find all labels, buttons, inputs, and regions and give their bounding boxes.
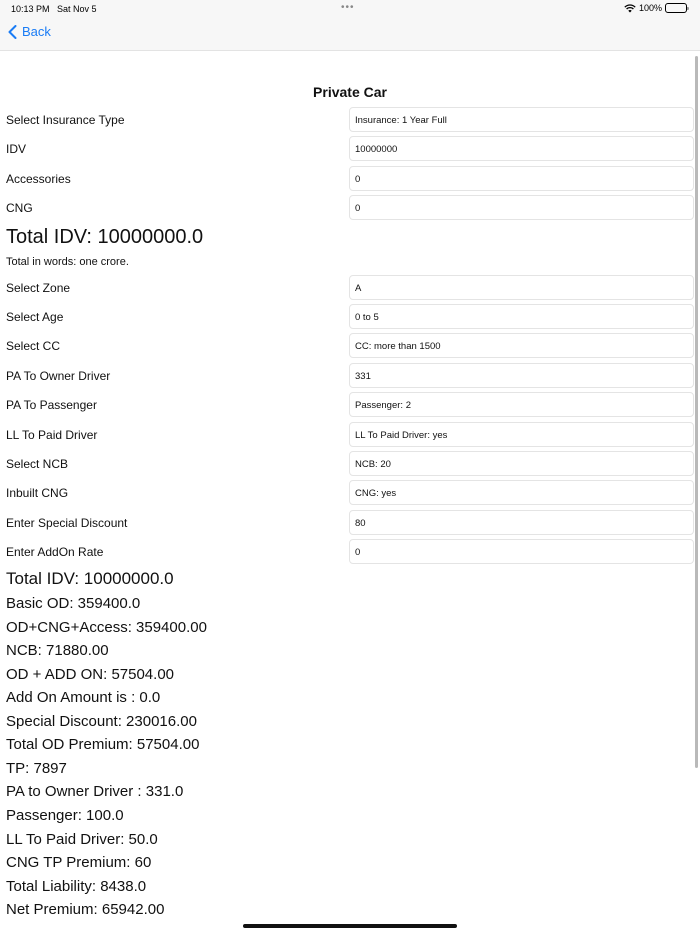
form-row-inbuilt-cng (0, 480, 700, 505)
result-cng-tp-premium: CNG TP Premium: 60 (6, 854, 152, 871)
navigation-bar (0, 18, 700, 51)
result-passenger: Passenger: 100.0 (6, 807, 124, 824)
accessories-input[interactable]: 0 (349, 166, 694, 191)
pa-passenger-select[interactable]: Passenger: 2 (349, 392, 694, 417)
field-label: LL To Paid Driver (6, 428, 98, 442)
result-ll-paid-driver: LL To Paid Driver: 50.0 (6, 831, 158, 848)
form-row-addon-rate (0, 539, 700, 564)
special-discount-input[interactable]: 80 (349, 510, 694, 535)
inbuilt-cng-select[interactable]: CNG: yes (349, 480, 694, 505)
wifi-icon (624, 4, 636, 13)
status-indicators (624, 3, 687, 13)
status-time (11, 4, 97, 14)
form-row-special-discount (0, 510, 700, 535)
field-label: Select CC (6, 339, 61, 353)
page-title: Private Car (313, 84, 387, 100)
result-basic-od: Basic OD: 359400.0 (6, 595, 141, 612)
form-row-ll-paid-driver (0, 422, 700, 447)
field-label: PA To Owner Driver (6, 369, 111, 383)
field-label: Select Zone (6, 281, 71, 295)
field-label: Inbuilt CNG (6, 486, 69, 500)
zone-select[interactable]: A (349, 275, 694, 300)
result-total-idv: Total IDV: 10000000.0 (6, 569, 174, 588)
form-row-pa-owner-driver (0, 363, 700, 388)
result-total-od-premium: Total OD Premium: 57504.00 (6, 736, 200, 753)
addon-rate-input[interactable]: 0 (349, 539, 694, 564)
battery-icon (665, 3, 687, 13)
form-row-zone (0, 275, 700, 300)
field-label: Enter Special Discount (6, 516, 128, 530)
result-od-cng-access: OD+CNG+Access: 359400.00 (6, 619, 207, 636)
date-text: Sat Nov 5 (57, 4, 97, 14)
result-total-liability: Total Liability: 8438.0 (6, 878, 147, 895)
ncb-select[interactable]: NCB: 20 (349, 451, 694, 476)
form-row-pa-passenger (0, 392, 700, 417)
idv-input[interactable]: 10000000 (349, 136, 694, 161)
result-add-on-amount: Add On Amount is : 0.0 (6, 689, 161, 706)
back-button[interactable] (8, 24, 51, 39)
chevron-left-icon (8, 25, 17, 39)
total-in-words: Total in words: one crore. (6, 256, 129, 268)
scroll-content[interactable] (0, 52, 700, 914)
multitasking-dots-icon[interactable]: ••• (341, 2, 355, 13)
ll-paid-driver-select[interactable]: LL To Paid Driver: yes (349, 422, 694, 447)
result-od-add-on: OD + ADD ON: 57504.00 (6, 666, 175, 683)
field-label: Accessories (6, 172, 71, 186)
age-select[interactable]: 0 to 5 (349, 304, 694, 329)
field-label: Select Insurance Type (6, 113, 125, 127)
pa-owner-driver-input[interactable]: 331 (349, 363, 694, 388)
total-idv-heading: Total IDV: 10000000.0 (6, 226, 204, 248)
form-row-idv (0, 136, 700, 161)
field-label: Select Age (6, 310, 64, 324)
time-text: 10:13 PM (11, 4, 50, 14)
vertical-scrollbar[interactable] (695, 56, 698, 768)
field-label: Enter AddOn Rate (6, 545, 104, 559)
form-row-cng (0, 195, 700, 220)
result-ncb: NCB: 71880.00 (6, 642, 109, 659)
result-special-discount: Special Discount: 230016.00 (6, 713, 197, 730)
field-label: CNG (6, 201, 33, 215)
form-row-age (0, 304, 700, 329)
form-row-ncb (0, 451, 700, 476)
form-row-insurance-type (0, 107, 700, 132)
result-pa-owner-driver: PA to Owner Driver : 331.0 (6, 783, 184, 800)
back-label: Back (22, 24, 51, 39)
status-bar (0, 0, 700, 18)
battery-percent: 100% (638, 3, 662, 13)
field-label: PA To Passenger (6, 398, 97, 412)
field-label: Select NCB (6, 457, 69, 471)
insurance-type-select[interactable]: Insurance: 1 Year Full (349, 107, 694, 132)
cc-select[interactable]: CC: more than 1500 (349, 333, 694, 358)
form-row-cc (0, 333, 700, 358)
field-label: IDV (6, 142, 27, 156)
result-tp: TP: 7897 (6, 760, 67, 777)
home-indicator[interactable] (243, 924, 457, 928)
cng-input[interactable]: 0 (349, 195, 694, 220)
result-net-premium: Net Premium: 65942.00 (6, 901, 165, 914)
form-row-accessories (0, 166, 700, 191)
